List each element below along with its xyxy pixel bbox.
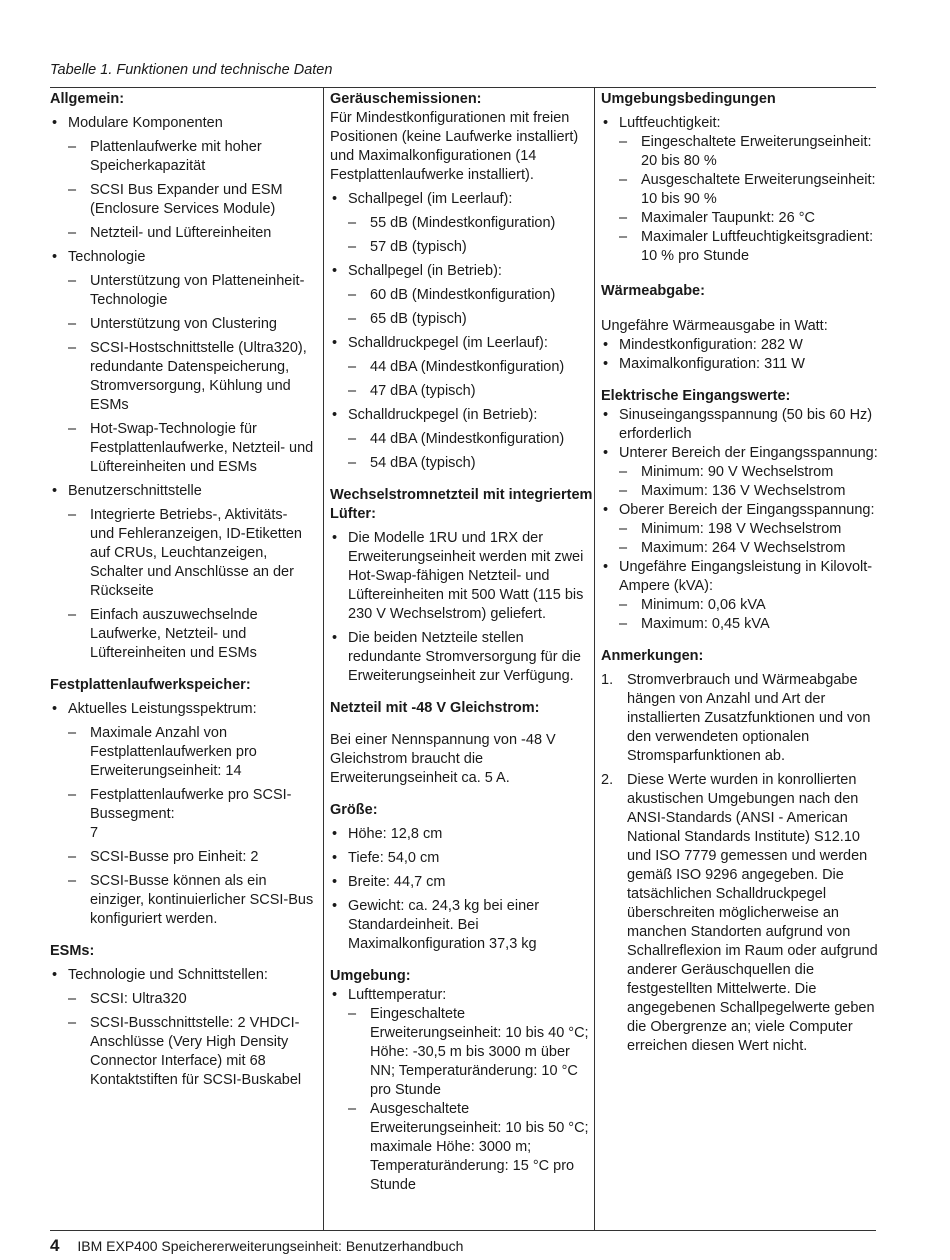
list-item: • Technologie und Schnittstellen: [50,966,315,985]
list-item: • Aktuelles Leistungsspektrum: [50,700,315,719]
list-item: • Breite: 44,7 cm [330,873,596,892]
sub-item: – SCSI-Busse pro Einheit: 2 [50,848,315,867]
sub-item: – SCSI Bus Expander und ESM (Enclosure Services Module) [50,181,315,219]
section-heading: Geräuschemissionen: [330,91,482,107]
list-item: • Schallpegel (in Betrieb): [330,262,596,281]
page-number: 4 [50,1236,60,1255]
sub-item: – Ausgeschaltete Erweiterungseinheit: 10 bis 50 °C; maximale Höhe: 3000 m; Temperaturänderung: 15 °C pro Stunde [330,1100,596,1195]
list-item: • Oberer Bereich der Eingangsspannung: [601,501,883,520]
sub-item: – Einfach auszuwechselnde Laufwerke, Netzteil- und Lüftereinheiten und ESMs [50,606,315,663]
footer-title: IBM EXP400 Speichererweiterungseinheit: Benutzerhandbuch [77,1238,464,1254]
sub-item: – Maximum: 264 V Wechselstrom [601,539,883,558]
column-3 [594,88,883,1230]
sub-item: – 54 dBA (typisch) [330,454,596,473]
sub-item: – Maximaler Luftfeuchtigkeitsgradient: 10 % pro Stunde [601,228,883,266]
list-item: • Modulare Komponenten [50,114,315,133]
column-1 [50,88,315,1230]
list-item: • Benutzerschnittstelle [50,482,315,501]
section-heading: Größe: [330,802,378,818]
list-item: • Die Modelle 1RU und 1RX der Erweiterungseinheit werden mit zwei Hot-Swap-fähigen Netzteil- und Lüftereinheiten mit 500 Watt (115 bis 230 V Wechselstrom) geliefert. [330,529,596,624]
list-item: • Schalldruckpegel (im Leerlauf): [330,334,596,353]
paragraph: Für Mindestkonfigurationen mit freien Positionen (keine Laufwerke installiert) und Maximalkonfigurationen (14 Festplattenlaufwerke installiert). [330,110,579,183]
sub-item: – SCSI-Busse können als ein einziger, kontinuierlicher SCSI-Bus konfiguriert werden. [50,872,315,929]
sub-item-text: Festplattenlaufwerke pro SCSI-Bussegment: [90,787,292,822]
sub-item: – Minimum: 0,06 kVA [601,596,883,615]
sub-item: – Minimum: 198 V Wechselstrom [601,520,883,539]
section-heading: Netzteil mit -48 V Gleichstrom: [330,700,540,716]
paragraph: Bei einer Nennspannung von -48 V Gleichstrom braucht die Erweiterungseinheit ca. 5 A. [330,732,556,786]
section-heading: Anmerkungen: [601,648,704,664]
list-item: • Höhe: 12,8 cm [330,825,596,844]
list-item: • Die beiden Netzteile stellen redundante Stromversorgung für die Erweiterungseinheit zur Verfügung. [330,629,596,686]
sub-item: – SCSI-Busschnittstelle: 2 VHDCI-Anschlüsse (Very High Density Connector Interface) mit 68 Kontaktstiften für SCSI-Buskabel [50,1014,315,1090]
sub-item-value: 7 [90,825,99,841]
list-item: • Gewicht: ca. 24,3 kg bei einer Standardeinheit. Bei Maximalkonfiguration 37,3 kg [330,897,596,954]
list-item: • Technologie [50,248,315,267]
list-item: • Unterer Bereich der Eingangsspannung: [601,444,883,463]
sub-item: – Ausgeschaltete Erweiterungseinheit: 10 bis 90 % [601,171,883,209]
sub-item: – 55 dB (Mindestkonfiguration) [330,214,596,233]
list-item: • Mindestkonfiguration: 282 W [601,336,883,355]
sub-item: – 60 dB (Mindestkonfiguration) [330,286,596,305]
list-item: • Ungefähre Eingangsleistung in Kilovolt-Ampere (kVA): [601,558,883,596]
note-item: 1. Stromverbrauch und Wärmeabgabe hängen von Anzahl und Art der installierten Zusatzfunktionen und von den verwendeten optionalen Stromsparfunktionen ab. [601,671,883,766]
list-item: • Schallpegel (im Leerlauf): [330,190,596,209]
sub-item: – Maximum: 136 V Wechselstrom [601,482,883,501]
list-item: • Schalldruckpegel (in Betrieb): [330,406,596,425]
sub-item: – SCSI-Hostschnittstelle (Ultra320), redundante Datenspeicherung, Stromversorgung, Kühlung und ESMs [50,339,315,415]
paragraph: Ungefähre Wärmeausgabe in Watt: [601,318,828,334]
page-footer [50,1236,463,1256]
sub-item: – SCSI: Ultra320 [50,990,315,1009]
sub-item: – 44 dBA (Mindestkonfiguration) [330,358,596,377]
sub-item: – Maximaler Taupunkt: 26 °C [601,209,883,228]
table-caption: Tabelle 1. Funktionen und technische Daten [50,62,333,78]
section-heading: Festplattenlaufwerkspeicher: [50,677,251,693]
sub-item: – Netzteil- und Lüftereinheiten [50,224,315,243]
sub-item: – Eingeschaltete Erweiterungseinheit: 20 bis 80 % [601,133,883,171]
spec-table [50,87,876,1231]
list-item: • Tiefe: 54,0 cm [330,849,596,868]
sub-item: – Minimum: 90 V Wechselstrom [601,463,883,482]
sub-item: – 65 dB (typisch) [330,310,596,329]
section-heading: Allgemein: [50,91,125,107]
section-heading: ESMs: [50,943,95,959]
sub-item: – 47 dBA (typisch) [330,382,596,401]
section-heading: Elektrische Eingangswerte: [601,388,791,404]
sub-item: – Maximale Anzahl von Festplattenlaufwerken pro Erweiterungseinheit: 14 [50,724,315,781]
sub-item: – 57 dB (typisch) [330,238,596,257]
list-item: • Luftfeuchtigkeit: [601,114,883,133]
sub-item: – Integrierte Betriebs-, Aktivitäts- und Fehleranzeigen, ID-Etiketten auf CRUs, Leuchtanzeigen, Schalter und Anschlüsse an der Rückseite [50,506,315,601]
section-heading: Umgebungsbedingungen [601,91,776,107]
sub-item: – Maximum: 0,45 kVA [601,615,883,634]
column-2 [323,88,596,1230]
list-item: • Maximalkonfiguration: 311 W [601,355,883,374]
section-heading: Wechselstromnetzteil mit integriertem Lüfter: [330,487,593,522]
sub-item: – Eingeschaltete Erweiterungseinheit: 10 bis 40 °C; Höhe: -30,5 m bis 3000 m über NN; Temperaturänderung: 10 °C pro Stunde [330,1005,596,1100]
list-item: • Sinuseingangsspannung (50 bis 60 Hz) erforderlich [601,406,883,444]
section-heading: Umgebung: [330,968,411,984]
sub-item: – Plattenlaufwerke mit hoher Speicherkapazität [50,138,315,176]
sub-item: – Unterstützung von Clustering [50,315,315,334]
list-item: • Lufttemperatur: [330,986,596,1005]
sub-item: – 44 dBA (Mindestkonfiguration) [330,430,596,449]
sub-item: – Hot-Swap-Technologie für Festplattenlaufwerke, Netzteil- und Lüftereinheiten und ESMs [50,420,315,477]
sub-item: – Unterstützung von Platteneinheit-Technologie [50,272,315,310]
note-item: 2. Diese Werte wurden in konrollierten akustischen Umgebungen nach den ANSI-Standards (ANSI - American National Standards Institute) S12.10 und ISO 7779 gemessen und werden gemäß ISO 9296 angegeben. Die tatsächlichen Schalldruckpegel überschreiten möglicherweise an manchen Standorten aufgrund von Schallreflexion im Raum oder aufgrund anderer Geräuschquellen die festgestellten Mittelwerte. Die angegebenen Schallpegelwerte geben die Obergrenze an; viele Computer erreichen diesen Wert nicht. [601,771,883,1056]
section-heading: Wärmeabgabe: [601,283,705,299]
sub-item [50,786,315,843]
